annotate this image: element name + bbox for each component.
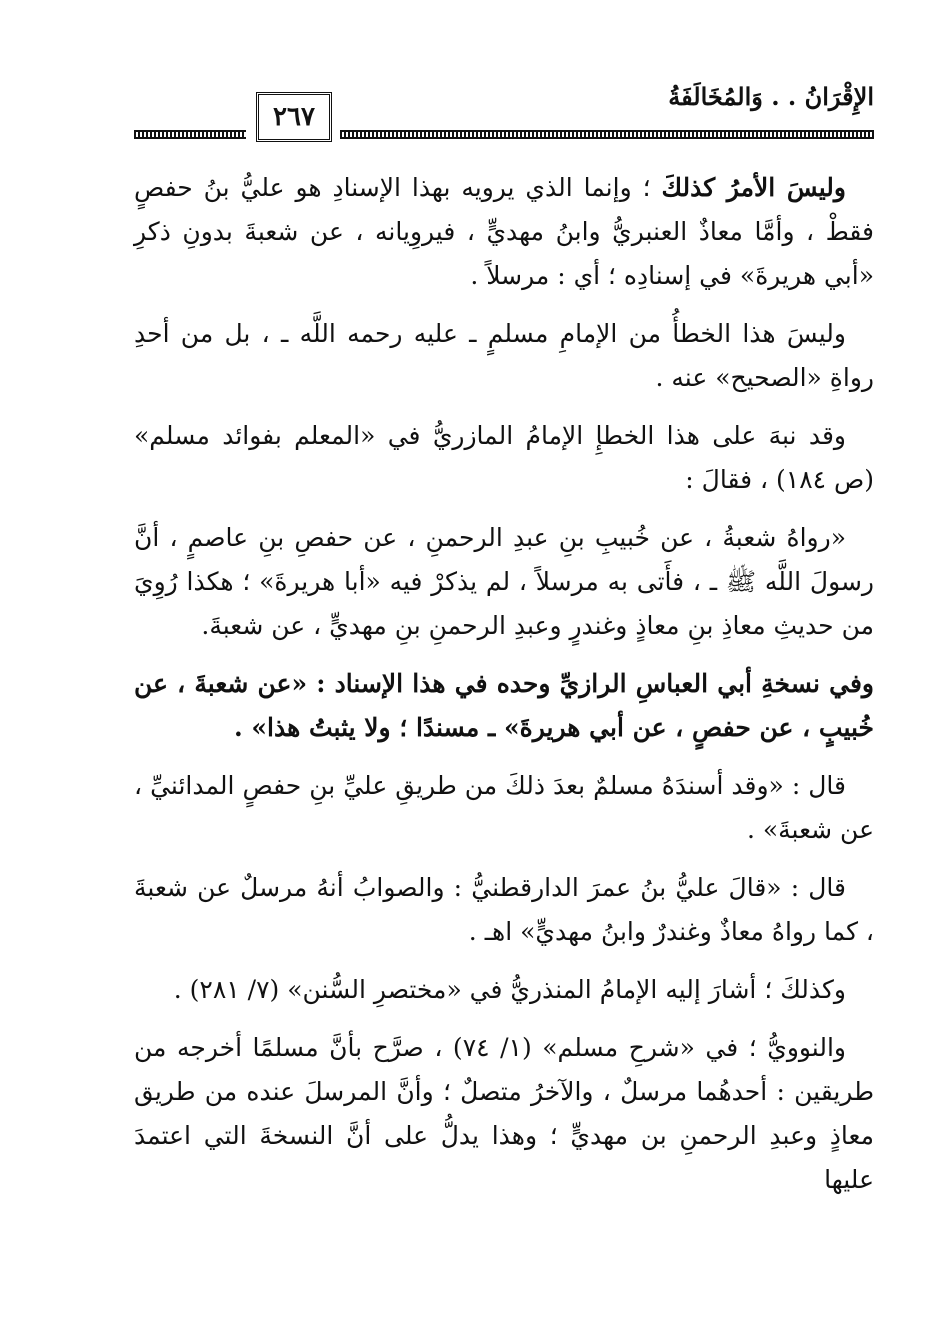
paragraph bbox=[134, 166, 874, 298]
running-title: الإِقْرَانُ . . وَالمُخَالَفَةُ bbox=[668, 82, 874, 111]
page-body bbox=[134, 166, 874, 1216]
paragraph: قال : «قالَ عليُّ بنُ عمرَ الدارقطنيُّ : والصوابُ أنهُ مرسلٌ عن شعبةَ ، كما رواهُ معاذٌ وغندرٌ وابنُ مهديٍّ» اهـ . bbox=[134, 873, 874, 946]
header-rule-left bbox=[134, 130, 246, 139]
paragraph: وليسَ هذا الخطأُ من الإمامِ مسلمٍ ـ عليه رحمه اللَّه ـ ، بل من أحدِ رواةِ «الصحيح» عنه . bbox=[134, 319, 874, 392]
paragraph: وقد نبهَ على هذا الخطإِ الإمامُ المازريُّ في «المعلم بفوائد مسلم» (ص ١٨٤) ، فقالَ : bbox=[134, 421, 874, 494]
page-header bbox=[134, 78, 874, 150]
bold-paragraph: وفي نسخةِ أبي العباسِ الرازيِّ وحده في هذا الإسناد : «عن شعبةَ ، عن خُبيبٍ ، عن حفصٍ ، عن أبي هريرةَ» ـ مسندًا ؛ ولا يثبتُ هذا» . bbox=[134, 669, 874, 742]
paragraph: وكذلكَ ؛ أشارَ إليه الإمامُ المنذريُّ في «مختصرِ السُّنن» (٧/ ٢٨١) . bbox=[173, 975, 846, 1004]
paragraph: قال : «وقد أسندَهُ مسلمٌ بعدَ ذلكَ من طريقِ عليِّ بنِ حفصٍ المدائنيِّ ، عن شعبةَ» . bbox=[134, 771, 874, 844]
header-rule-right bbox=[340, 130, 874, 139]
quoted-paragraph: «رواهُ شعبةُ ، عن خُبيبِ بنِ عبدِ الرحمنِ ، عن حفصِ بنِ عاصمٍ ، أنَّ رسولَ اللَّه ﷺ ـ ، فأَتى به مرسلاً ، لم يذكرْ فيه «أبا هريرةَ» ؛ هكذا رُوِيَ من حديثِ معاذِ بنِ معاذٍ وغندرٍ وعبدِ الرحمنِ بنِ مهديٍّ ، عن شعبةَ. bbox=[134, 523, 874, 640]
paragraph-lead: وليسَ الأمرُ كذلكَ bbox=[661, 173, 846, 202]
page-number: ٢٦٧ bbox=[256, 92, 332, 142]
paragraph-text: ؛ وإنما الذي يرويه بهذا الإسنادِ هو عليُّ بنُ حفصٍ فقطْ ، وأمَّا معاذٌ العنبريُّ وابنُ مهديٍّ ، فيروِيانه ، عن شعبةَ بدونِ ذكرِ «أبي هريرةَ» في إسنادِه ؛ أي : مرسلاً . bbox=[134, 173, 874, 290]
paragraph: والنوويُّ ؛ في «شرحِ مسلم» (١/ ٧٤) ، صرَّح بأنَّ مسلمًا أخرجه من طريقين : أحدهُما مرسلٌ ، والآخرُ متصلٌ ؛ وأنَّ المرسلَ عنده من طريق معاذٍ وعبدِ الرحمنِ بن مهديٍّ ؛ وهذا يدلُّ على أنَّ النسخةَ التي اعتمدَ عليها bbox=[134, 1033, 874, 1194]
